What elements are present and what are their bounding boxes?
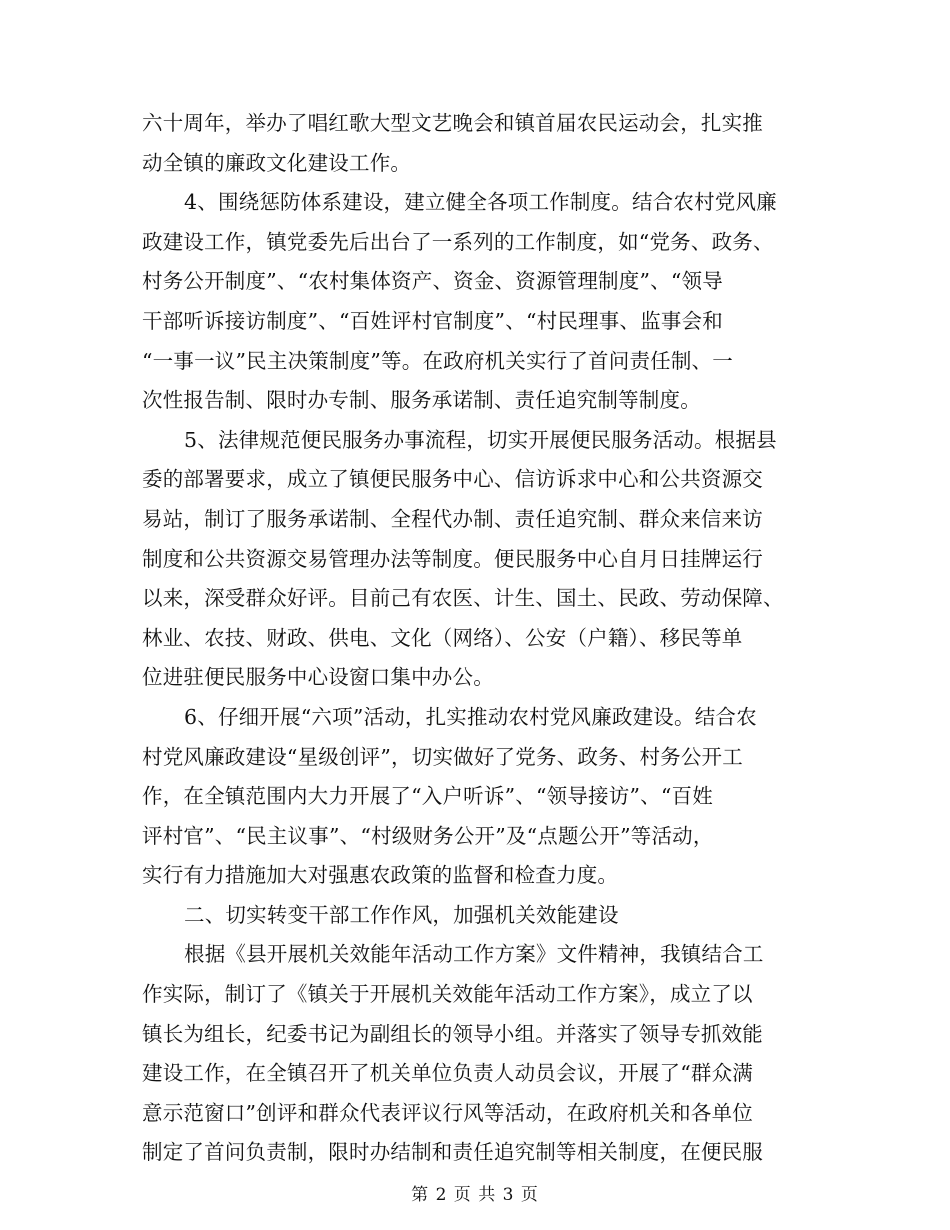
text-line: 以来，深受群众好评。目前己有农医、计生、国土、民政、劳动保障、 <box>142 586 784 611</box>
text-line: 政建设工作，镇党委先后出台了一系列的工作制度，如“党务、政务、 <box>142 229 774 254</box>
text-line: 评村官”、“民主议事”、“村级财务公开”及“点题公开”等活动， <box>142 823 714 848</box>
page-number-footer: 第 2 页 共 3 页 <box>411 1185 539 1205</box>
text-line: 六十周年，举办了唱红歌大型文艺晚会和镇首届农民运动会，扎实推 <box>142 111 763 135</box>
text-line: 村务公开制度”、“农村集体资产、资金、资源管理制度”、“领导 <box>142 269 723 294</box>
text-line: 林业、农技、财政、供电、文化（网络）、公安（户籍）、移民等单 <box>142 625 743 650</box>
text-line: 4、围绕惩防体系建设，建立健全各项工作制度。结合农村党风廉 <box>184 190 777 215</box>
text-line: 6、仔细开展“六项”活动，扎实推动农村党风廉政建设。结合农 <box>184 704 757 729</box>
text-line: 作，在全镇范围内大力开展了“入户听诉”、“领导接访”、“百姓 <box>142 784 713 809</box>
text-line: 次性报告制、限时办专制、服务承诺制、责任追究制等制度。 <box>142 388 701 413</box>
text-line: 实行有力措施加大对强惠农政策的监督和检查力度。 <box>142 863 619 888</box>
text-line: 建设工作，在全镇召开了机关单位负责人动员会议，开展了“群众满 <box>142 1061 753 1086</box>
text-line: 位进驻便民服务中心设窗口集中办公。 <box>142 665 494 690</box>
text-line: “一事一议”民主决策制度”等。在政府机关实行了首问责任制、一 <box>142 348 733 373</box>
text-line: 动全镇的廉政文化建设工作。 <box>142 150 412 175</box>
section-heading: 二、切实转变干部工作作风，加强机关效能建设 <box>184 902 619 927</box>
text-line: 根据《县开展机关效能年活动工作方案》文件精神，我镇结合工 <box>184 942 764 967</box>
text-line: 5、法律规范便民服务办事流程，切实开展便民服务活动。根据县 <box>184 427 777 452</box>
text-line: 易站，制订了服务承诺制、全程代办制、责任追究制、群众来信来访 <box>142 506 763 531</box>
text-line: 村党风廉政建设“星级创评”，切实做好了党务、政务、村务公开工 <box>142 744 743 769</box>
text-line: 意示范窗口”创评和群众代表评议行风等活动，在政府机关和各单位 <box>142 1100 753 1125</box>
text-line: 制定了首问负责制，限时办结制和责任追究制等相关制度，在便民服 <box>142 1140 763 1165</box>
text-line: 委的部署要求，成立了镇便民服务中心、信访诉求中心和公共资源交 <box>142 467 763 492</box>
text-line: 制度和公共资源交易管理办法等制度。便民服务中心自月日挂牌运行 <box>142 546 763 571</box>
text-line: 作实际，制订了《镇关于开展机关效能年活动工作方案》，成立了以 <box>142 982 753 1007</box>
text-line: 干部听诉接访制度”、“百姓评村官制度”、“村民理事、监事会和 <box>142 308 723 333</box>
text-line: 镇长为组长，纪委书记为副组长的领导小组。并落实了领导专抓效能 <box>142 1021 763 1046</box>
document-body <box>142 104 814 1173</box>
